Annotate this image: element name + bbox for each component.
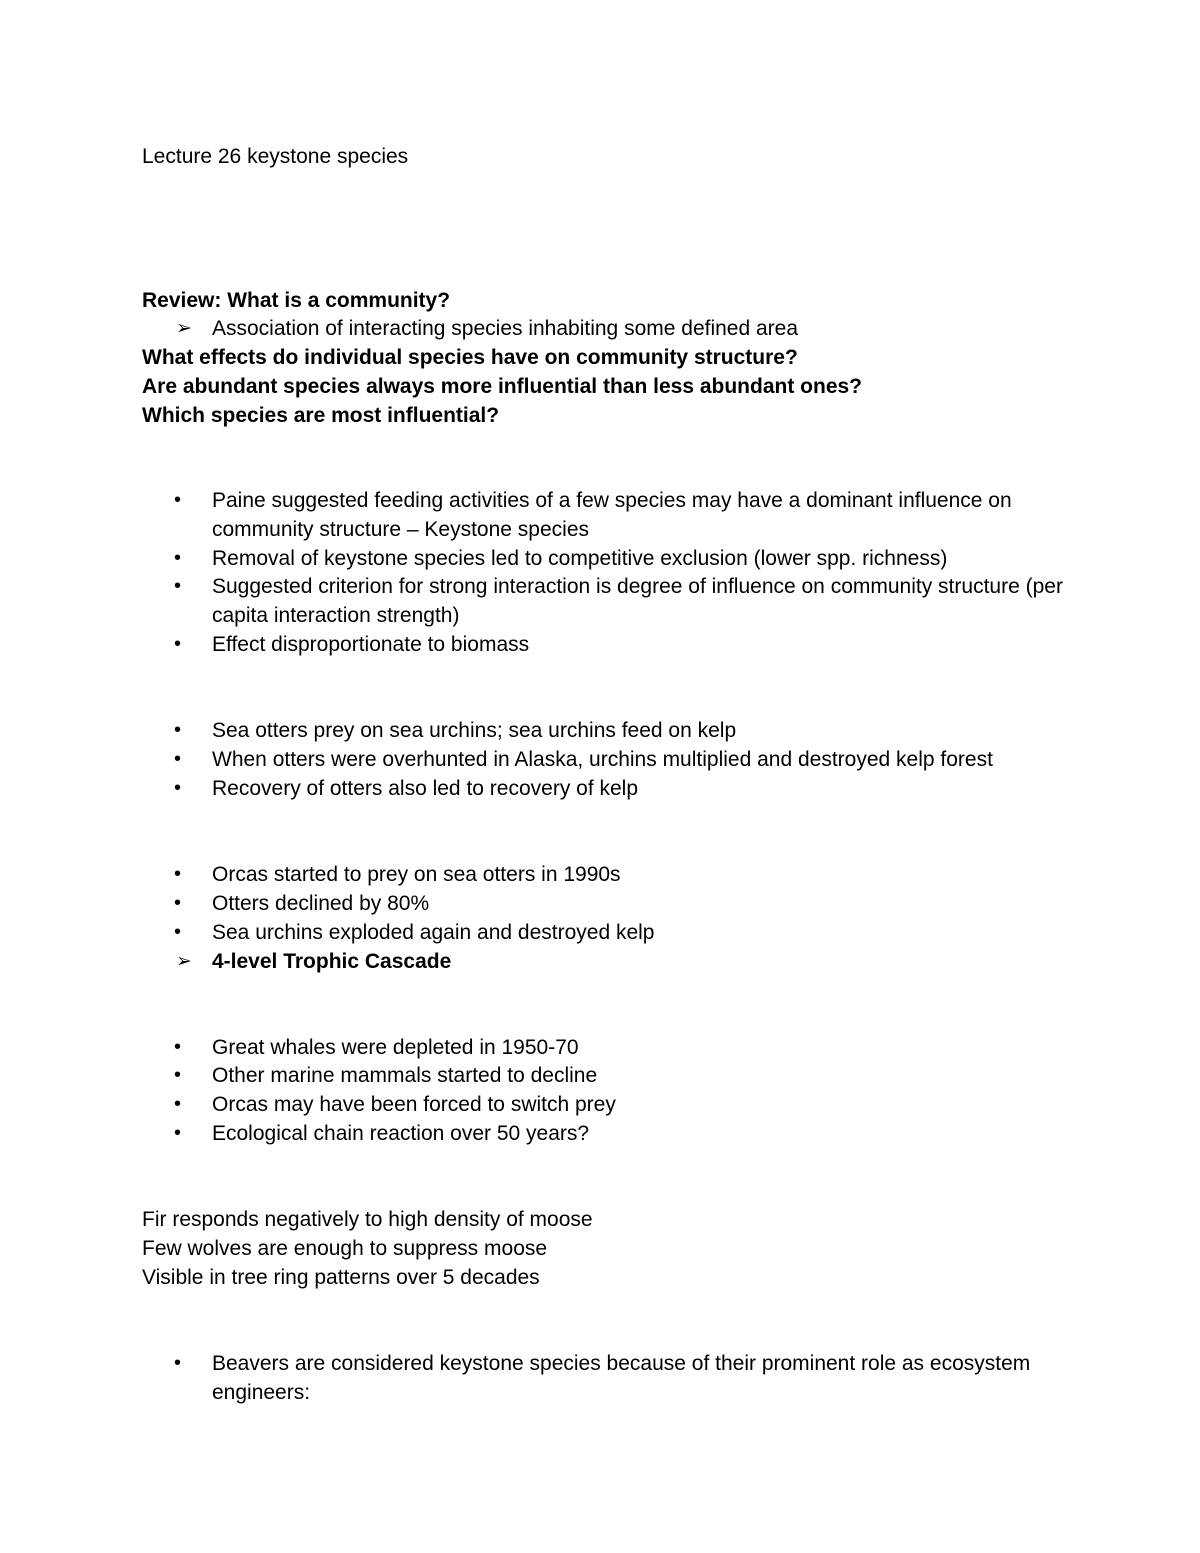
arrow-bullet-icon: ➢ [176, 951, 192, 972]
list-item: • Beavers are considered keystone species because of their prominent role as ecosystem engineers: [142, 1349, 1082, 1407]
list-item: • Effect disproportionate to biomass [142, 630, 1082, 659]
list-item: • Removal of keystone species led to competitive exclusion (lower spp. richness) [142, 544, 1082, 573]
paragraph-line: Few wolves are enough to suppress moose [142, 1237, 548, 1260]
paragraph-line: Visible in tree ring patterns over 5 decades [142, 1266, 540, 1289]
list-item: • When otters were overhunted in Alaska, urchins multiplied and destroyed kelp forest [142, 745, 1082, 774]
bullet-icon: • [174, 921, 182, 943]
bullet-icon: • [174, 719, 182, 741]
bullet-icon: • [174, 892, 182, 914]
bullet-icon: • [174, 1122, 182, 1144]
bullet-icon: • [174, 575, 182, 597]
list-item: ➢ Association of interacting species inhabiting some defined area [142, 314, 1082, 343]
bullet-icon: • [174, 1093, 182, 1115]
review-question-community: Review: What is a community? [142, 289, 451, 312]
list-item: • Sea otters prey on sea urchins; sea urchins feed on kelp [142, 716, 1082, 745]
list-item: • Otters declined by 80% [142, 889, 1082, 918]
list-item: • Paine suggested feeding activities of a few species may have a dominant influence on community structure – Keystone species [142, 486, 1082, 544]
bullet-icon: • [174, 1352, 182, 1374]
trophic-cascade-label: 4-level Trophic Cascade [212, 950, 452, 973]
list-item [142, 947, 1082, 976]
question-influential: Which species are most influential? [142, 404, 500, 427]
arrow-bullet-icon: ➢ [176, 318, 192, 339]
bullet-icon: • [174, 547, 182, 569]
bullet-icon: • [174, 633, 182, 655]
list-item: • Suggested criterion for strong interaction is degree of influence on community structure (per capita interaction strength) [142, 572, 1082, 630]
list-item: • Recovery of otters also led to recovery of kelp [142, 774, 1082, 803]
list-item: • Sea urchins exploded again and destroyed kelp [142, 918, 1082, 947]
list-item: • Great whales were depleted in 1950-70 [142, 1033, 1082, 1062]
list-item: • Orcas started to prey on sea otters in 1990s [142, 860, 1082, 889]
bullet-icon: • [174, 1036, 182, 1058]
list-item: • Other marine mammals started to decline [142, 1061, 1082, 1090]
paragraph-line: Fir responds negatively to high density of moose [142, 1208, 593, 1231]
bullet-icon: • [174, 1064, 182, 1086]
bullet-icon: • [174, 748, 182, 770]
list-item: • Ecological chain reaction over 50 years? [142, 1119, 1082, 1148]
bullet-icon: • [174, 489, 182, 511]
question-abundant: Are abundant species always more influential than less abundant ones? [142, 375, 863, 398]
question-effects: What effects do individual species have on community structure? [142, 346, 798, 369]
bullet-icon: • [174, 777, 182, 799]
page-title: Lecture 26 keystone species [142, 145, 409, 168]
list-item: • Orcas may have been forced to switch prey [142, 1090, 1082, 1119]
bullet-icon: • [174, 863, 182, 885]
